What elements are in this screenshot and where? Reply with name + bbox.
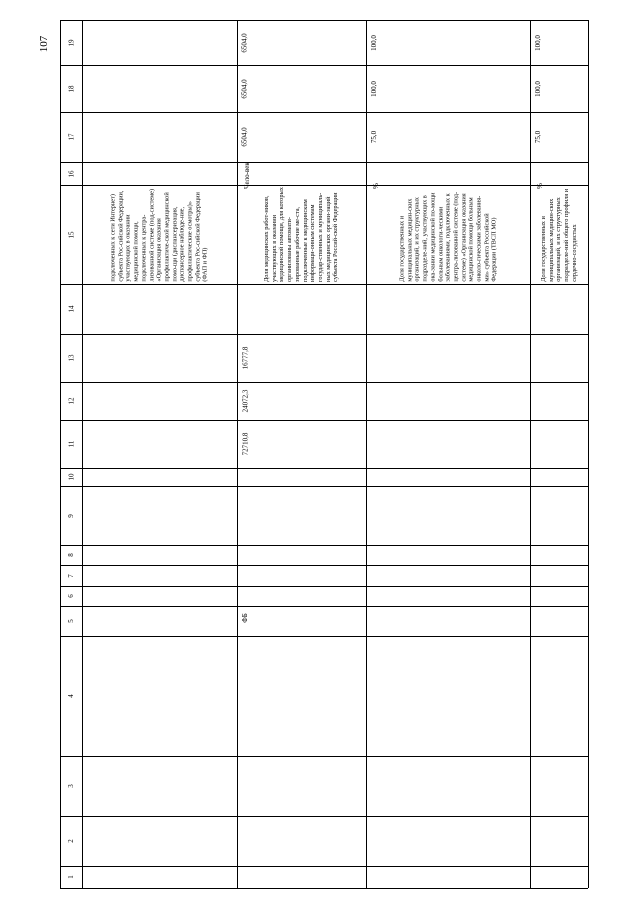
table-rule [60,468,588,469]
column-number-2: 2 [67,839,75,843]
table-rule [588,20,589,888]
source-value: ФБ [241,613,249,623]
table-rule [60,636,588,637]
column-number-14: 14 [67,305,75,313]
unit-value: % [372,182,380,189]
table-rule [82,20,83,888]
column-number-17: 17 [67,133,75,141]
cell-col-17: 6504,0 [241,127,249,147]
table-rule [530,20,531,888]
column-number-4: 4 [67,694,75,698]
table-rule [60,866,588,867]
column-number-5: 5 [67,619,75,623]
table-rule [60,162,588,163]
table-rule [366,20,367,888]
table-rule [60,545,588,546]
indicator-text: Доля государственных и муниципальных медицин-ских организаций, и их структурных подразделе-ний, участвующих в ока-зании медицинской по-мощи больным онкологи-ческими заболеваниями, подключенных к центра-лизованной системе (под-системе) «Организация оказания медицинской помощи больным онколо-гическими заболевания-ми» субъекта Российской Федерации (ТВСП МО) [397,192,498,282]
indicator-text: Доля медицинских работ-ников, участвующих в оказании медицинской помощи, для которых организованы автомати-зированные рабочие ме-ста, подключенные к медицинским информаци-онным системам государ-ственных и муниципаль-ных медицинских органи-заций субъекта Россий-ской Федерации [262,187,340,282]
column-number-12: 12 [67,397,75,405]
column-number-15: 15 [67,231,75,238]
cell-col-12: 24072,3 [241,389,249,413]
indicator-text: Доля государственных и муниципальных медицин-ских организаций, и их структурных подразделе-ний общего профиля и сердечно-сосудистых [539,189,578,282]
table-rule [60,756,588,757]
column-number-11: 11 [67,440,75,448]
table-rule [60,65,588,66]
table-rule [60,20,588,21]
table-rule [60,586,588,587]
table-rule [60,420,588,421]
table-rule [60,565,588,566]
cell-col-19: 100,0 [370,34,378,51]
cell-col-19: 100,0 [534,34,542,51]
cell-col-11: 72710,8 [241,432,249,456]
column-number-1: 1 [67,875,75,879]
table-rule [60,816,588,817]
column-number-19: 19 [67,39,75,46]
column-number-13: 13 [67,354,75,362]
unit-value: Чело-век [243,161,251,189]
column-number-9: 9 [67,513,75,518]
column-number-18: 18 [67,85,75,92]
cell-col-18: 100,0 [534,80,542,97]
column-number-8: 8 [67,553,75,557]
table-rule [60,606,588,607]
unit-value: % [536,182,544,189]
table-rule [60,284,588,285]
table-rule [60,888,588,889]
table-rule [237,20,238,888]
indicator-text: подключенных к сети Интернет) субъекта Рос-сийской Федерации, участвующих в оказании медицинской помощи, подключенных к центра-лизованной системе (под-системе) «Организация оказания профилактиче-ской медицинской помо-щи (диспансеризация, диспансерное наблюде-ние, профилактические осмотры)» субъекта Рос-сийской Федерации (ФАП и ФП) [109,189,209,282]
cell-col-18: 6504,0 [241,78,249,99]
column-number-6: 6 [67,594,75,598]
cell-col-17: 75,0 [534,130,542,144]
cell-col-13: 16777,8 [241,346,249,370]
cell-col-17: 75,0 [370,130,378,144]
page-number: 107 [38,35,50,53]
column-number-16: 16 [67,170,75,177]
cell-col-18: 100,0 [370,80,378,97]
cell-col-19: 6504,0 [241,32,249,53]
table-rule [60,20,61,888]
table-rule [60,382,588,383]
column-number-10: 10 [67,473,75,481]
column-number-7: 7 [67,573,75,578]
table-rule [60,486,588,487]
table-rule [60,112,588,113]
column-number-3: 3 [67,784,75,788]
table-rule [60,334,588,335]
